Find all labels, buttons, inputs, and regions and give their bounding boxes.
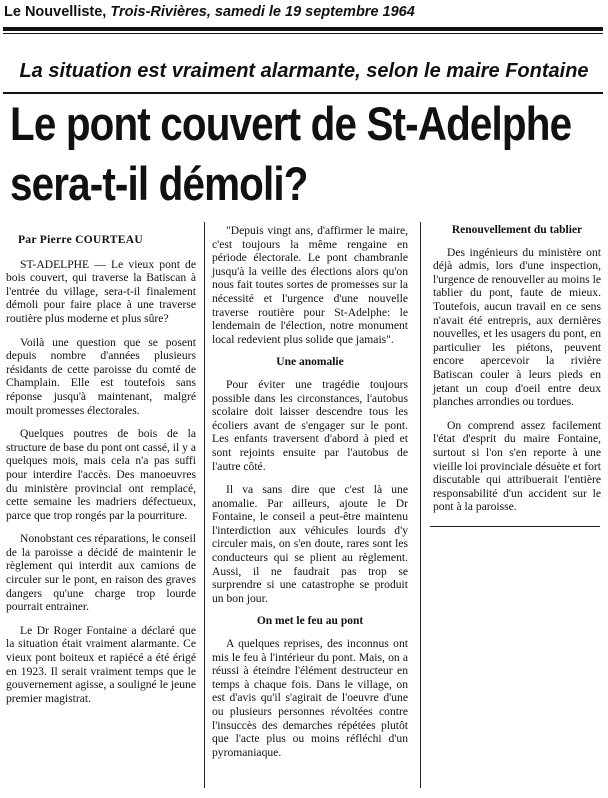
paragraph: Nonobstant ces réparations, le conseil de la paroisse a décidé de maintenir le règlement qui interdit aux camions de circuler sur le pont, en raison des graves dangers qu'une charge trop lourde pourrait entrainer.: [6, 532, 196, 614]
masthead-rule-thin: [3, 33, 603, 34]
publication-date: samedi le 19 septembre 1964: [214, 4, 415, 20]
headline-line-2: sera-t-il démoli?: [10, 157, 308, 210]
paragraph: Voilà une question que se posent depuis nombre d'années plusieurs résidants de cette paroisse du comté de Champlain. Elle est toutefois sans réponse jusqu'à maintenant, malgré moult promesses électorales.: [6, 335, 196, 417]
masthead: [4, 4, 604, 20]
column-divider: [420, 222, 421, 788]
paragraph: Il va sans dire que c'est là une anomalie. Par ailleurs, ajoute le Dr Fontaine, le conseil a peut-être maintenu l'interdiction aux véhicules lourds d'y circuler mais, on s'en doute, rares sont les conducteurs qui se plient au règlement. Aussi, il ne faudrait pas trop se surprendre si une catastrophe se produit un bon jour.: [212, 483, 408, 605]
article-column-2: [212, 224, 408, 769]
subheading: Renouvellement du tablier: [451, 224, 583, 236]
paragraph: Pour éviter une tragédie toujours possible dans les circonstances, l'autobus scolaire doit laisser descendre tous les écoliers avant de s'engager sur le pont. Les enfants traversent d'abord à pied et sont rejoints ensuite par l'autobus de l'autre côté.: [212, 377, 408, 473]
subheading: On met le feu au pont: [256, 615, 364, 628]
paragraph: On comprend assez facilement l'état d'esprit du maire Fontaine, surtout si l'on s'en reporte à une vieille loi provinciale désuète et fort discutable qui attribuerait l'entière responsabilité d'un accident sur le pont à la paroisse.: [433, 418, 601, 514]
byline: Par Pierre COURTEAU: [18, 234, 143, 246]
masthead-rule: [3, 27, 603, 31]
article-column-3: [433, 224, 601, 524]
city-name: Trois-Rivières,: [110, 4, 211, 20]
kicker: La situation est vraiment alarmante, selon le maire Fontaine: [19, 60, 589, 82]
subheading: Une anomalie: [276, 356, 344, 369]
column-divider: [204, 222, 205, 788]
paragraph: Le Dr Roger Fontaine a déclaré que la situation était vraiment alarmante. Ce vieux pont boiteux et rapiécé a été érigé en 1923. Il serait vraiment temps que le gouvernement agisse, a souligné le jeune premier magistrat.: [6, 623, 196, 705]
paragraph: ST-ADELPHE — Le vieux pont de bois couvert, qui traverse la Batiscan à l'entrée du village, sera-t-il finalement démoli pour faire place à une traverse routière plus moderne et plus sûre?: [6, 257, 196, 325]
newspaper-name: Le Nouvelliste,: [4, 4, 107, 20]
kicker-rule: [3, 92, 603, 94]
paragraph: "Depuis vingt ans, d'affirmer le maire, c'est toujours la même rengaine en période électorale. Le pont chambranle jusqu'à la veille des élections alors qu'on nous fait toutes sortes de promesses sur la nécessité et l'urgence d'une nouvelle traverse routière pour St-Adelphe: le lendemain de l'élection, notre monument local redevient plus solide que jamais".: [212, 224, 408, 346]
paragraph: A quelques reprises, des inconnus ont mis le feu à l'intérieur du pont. Mais, on a réussi à éteindre l'élément destructeur en temps à chaque fois. Dans le village, on est d'avis qu'il s'agirait de l'oeuvre d'une ou plusieurs personnes révoltées contre l'insuccès des demarches répétées plutôt que l'acte plus ou moins réfléchi d'un pyromaniaque.: [212, 637, 408, 759]
article-column-1: [6, 234, 196, 715]
paragraph: Quelques poutres de bois de la structure de base du pont ont cassé, il y a quelques mois, mais cela n'a pas suffi pour interdire l'accès. Des manoeuvres du ministère provincial ont remplacé, cette semaine les madriers défectueux, parce que trop rongés par la pourriture.: [6, 427, 196, 522]
headline-line-1: Le pont couvert de St-Adelphe: [10, 97, 572, 150]
paragraph: Des ingénieurs du ministère ont déjà admis, lors d'une inspection, l'urgence de renouveller au moins le tablier du pont, faute de mieux. Toutefois, aucun travail en ce sens n'avait été entrepris, aux dernières nouvelles, et les usagers du pont, en particulier les piétons, peuvent encore apercevoir la rivière Batiscan couler à leurs pieds en jetant un coup d'oeil entre deux planches arrondies ou tordues.: [433, 245, 601, 409]
end-rule: [430, 526, 600, 527]
